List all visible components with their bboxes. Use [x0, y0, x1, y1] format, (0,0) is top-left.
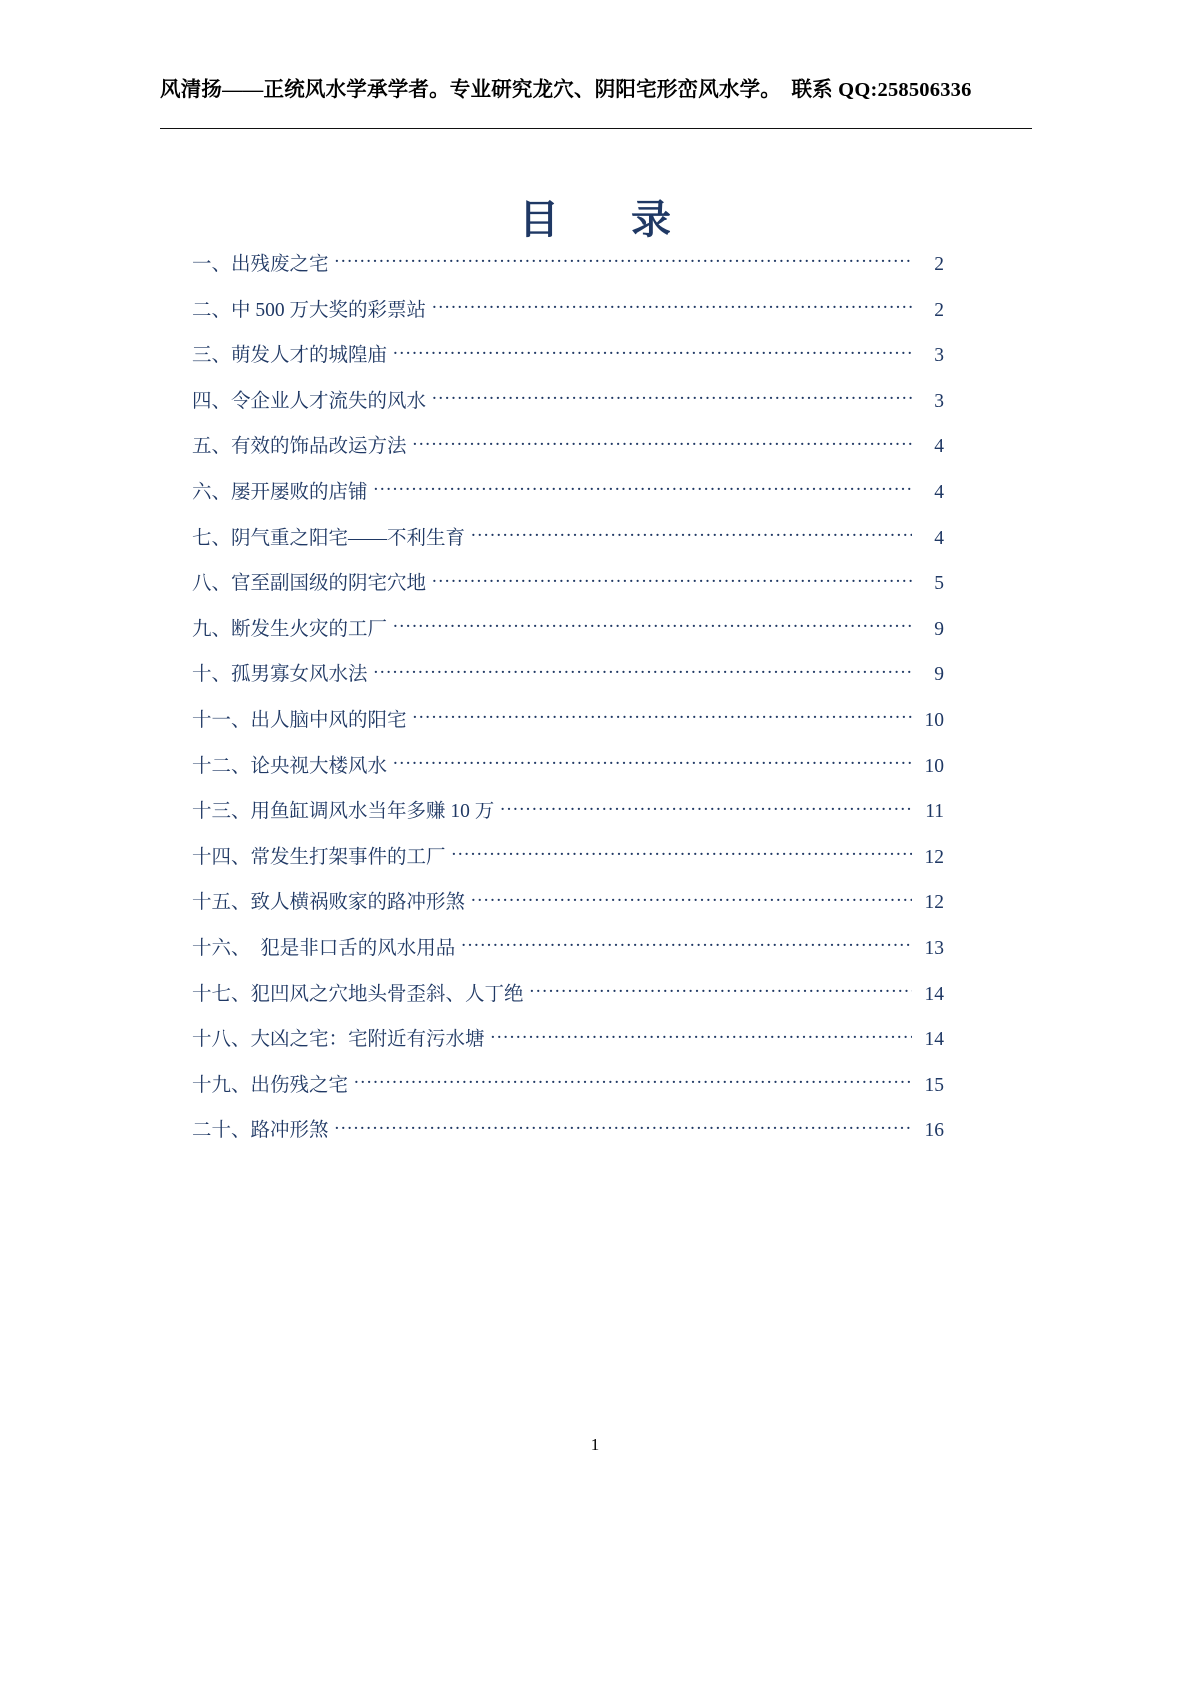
- toc-leader-dots: [471, 524, 912, 544]
- page-number: 1: [590, 1435, 600, 1454]
- toc-entry-label: 十四、常发生打架事件的工厂: [192, 846, 446, 868]
- toc-entry[interactable]: [192, 248, 944, 294]
- toc-entry-label: 十三、用鱼缸调风水当年多赚 10 万: [192, 801, 495, 823]
- toc-entry-page: 2: [934, 254, 944, 275]
- toc-entry-label: 十七、犯凹风之穴地头骨歪斜、人丁绝: [192, 983, 524, 1005]
- toc-leader-dots: [452, 843, 912, 863]
- toc-leader-dots: [471, 889, 912, 909]
- toc-entry-page: 12: [924, 846, 944, 868]
- toc-leader-dots: [374, 661, 912, 681]
- toc-entry-page: 16: [924, 1120, 944, 1142]
- toc-entry-label: 三、萌发人才的城隍庙: [192, 345, 388, 367]
- toc-entry-label: 十、孤男寡女风水法: [192, 664, 368, 686]
- toc-entry-label: 十八、大凶之宅：宅附近有污水塘: [192, 1029, 485, 1051]
- toc-entry[interactable]: [192, 978, 944, 1024]
- toc-leader-dots: [374, 478, 912, 498]
- toc-entry-label: 十二、论央视大楼风水: [192, 755, 388, 777]
- toc-entry-page: 3: [934, 345, 944, 367]
- toc-entry[interactable]: [192, 1023, 944, 1069]
- toc-entry[interactable]: [192, 658, 944, 704]
- toc-leader-dots: [413, 706, 912, 726]
- header-divider: [160, 128, 1032, 129]
- toc-leader-dots: [393, 615, 912, 635]
- toc-entry-label: 一、出残废之宅: [192, 254, 329, 275]
- toc-entry-page: 4: [934, 527, 944, 549]
- toc-entry-page: 10: [924, 755, 944, 777]
- toc-entry-label: 四、令企业人才流失的风水: [192, 390, 427, 412]
- toc-entry-page: 3: [934, 390, 944, 412]
- toc-leader-dots: [354, 1071, 912, 1091]
- toc-leader-dots: [335, 251, 912, 271]
- toc-entry[interactable]: [192, 1114, 944, 1160]
- toc-leader-dots: [432, 387, 912, 407]
- toc-entry[interactable]: [192, 522, 944, 568]
- toc-entry[interactable]: [192, 339, 944, 385]
- toc-leader-dots: [530, 980, 912, 1000]
- header-text: 风清扬——正统风水学承学者。专业研究龙穴、阴阳宅形峦风水学。 联系 QQ:258506336: [160, 79, 972, 101]
- toc-entry-page: 12: [924, 892, 944, 914]
- toc-entry[interactable]: [192, 294, 944, 340]
- toc-entry-page: 4: [934, 481, 944, 503]
- toc-entry-page: 15: [924, 1074, 944, 1096]
- toc-entry-label: 十一、出人脑中风的阳宅: [192, 709, 407, 731]
- toc-entry[interactable]: [192, 932, 944, 978]
- toc-entry[interactable]: [192, 841, 944, 887]
- toc-entry[interactable]: [192, 430, 944, 476]
- toc-leader-dots: [491, 1026, 912, 1046]
- toc-entry-label: 七、阴气重之阳宅——不利生育: [192, 527, 466, 549]
- toc-entry-page: 4: [934, 436, 944, 458]
- toc-entry-page: 9: [934, 618, 944, 640]
- toc-entry-label: 二十、路冲形煞: [192, 1120, 329, 1142]
- toc-entry-page: 14: [924, 983, 944, 1005]
- toc-entry-page: 2: [934, 299, 944, 321]
- toc-entry[interactable]: [192, 476, 944, 522]
- toc-entry-page: 14: [924, 1029, 944, 1051]
- toc-leader-dots: [413, 433, 912, 453]
- toc-entry-page: 10: [924, 709, 944, 731]
- toc-entry[interactable]: [192, 795, 944, 841]
- page-header: [160, 72, 1030, 102]
- toc-entry[interactable]: [192, 750, 944, 796]
- toc-entry-label: 十六、 犯是非口舌的风水用品: [192, 937, 456, 959]
- toc-entry-page: 11: [925, 801, 944, 823]
- toc-entry-label: 五、有效的饰品改运方法: [192, 436, 407, 458]
- toc-entry-label: 六、屡开屡败的店铺: [192, 481, 368, 503]
- toc-entry-page: 5: [934, 573, 944, 595]
- toc-leader-dots: [432, 296, 912, 316]
- toc-entry-label: 十五、致人横祸败家的路冲形煞: [192, 892, 466, 914]
- toc-entry[interactable]: [192, 567, 944, 613]
- toc-entry-label: 二、中 500 万大奖的彩票站: [192, 299, 427, 321]
- toc-entry[interactable]: [192, 385, 944, 431]
- toc-leader-dots: [432, 570, 912, 590]
- toc-leader-dots: [393, 752, 912, 772]
- toc-entry-page: 13: [924, 937, 944, 959]
- toc-entry[interactable]: [192, 613, 944, 659]
- toc-entry-page: 9: [934, 664, 944, 686]
- page-title: 目 录: [519, 197, 687, 242]
- toc-entry[interactable]: [192, 704, 944, 750]
- toc-entry[interactable]: [192, 1069, 944, 1115]
- toc-entry-label: 十九、出伤残之宅: [192, 1074, 349, 1096]
- toc-entry-label: 八、官至副国级的阴宅穴地: [192, 573, 427, 595]
- toc-leader-dots: [393, 342, 912, 362]
- table-of-contents: [192, 248, 944, 1160]
- toc-entry-label: 九、断发生火灾的工厂: [192, 618, 388, 640]
- toc-entry[interactable]: [192, 886, 944, 932]
- toc-leader-dots: [500, 798, 912, 818]
- toc-leader-dots: [461, 934, 912, 954]
- toc-leader-dots: [335, 1117, 912, 1137]
